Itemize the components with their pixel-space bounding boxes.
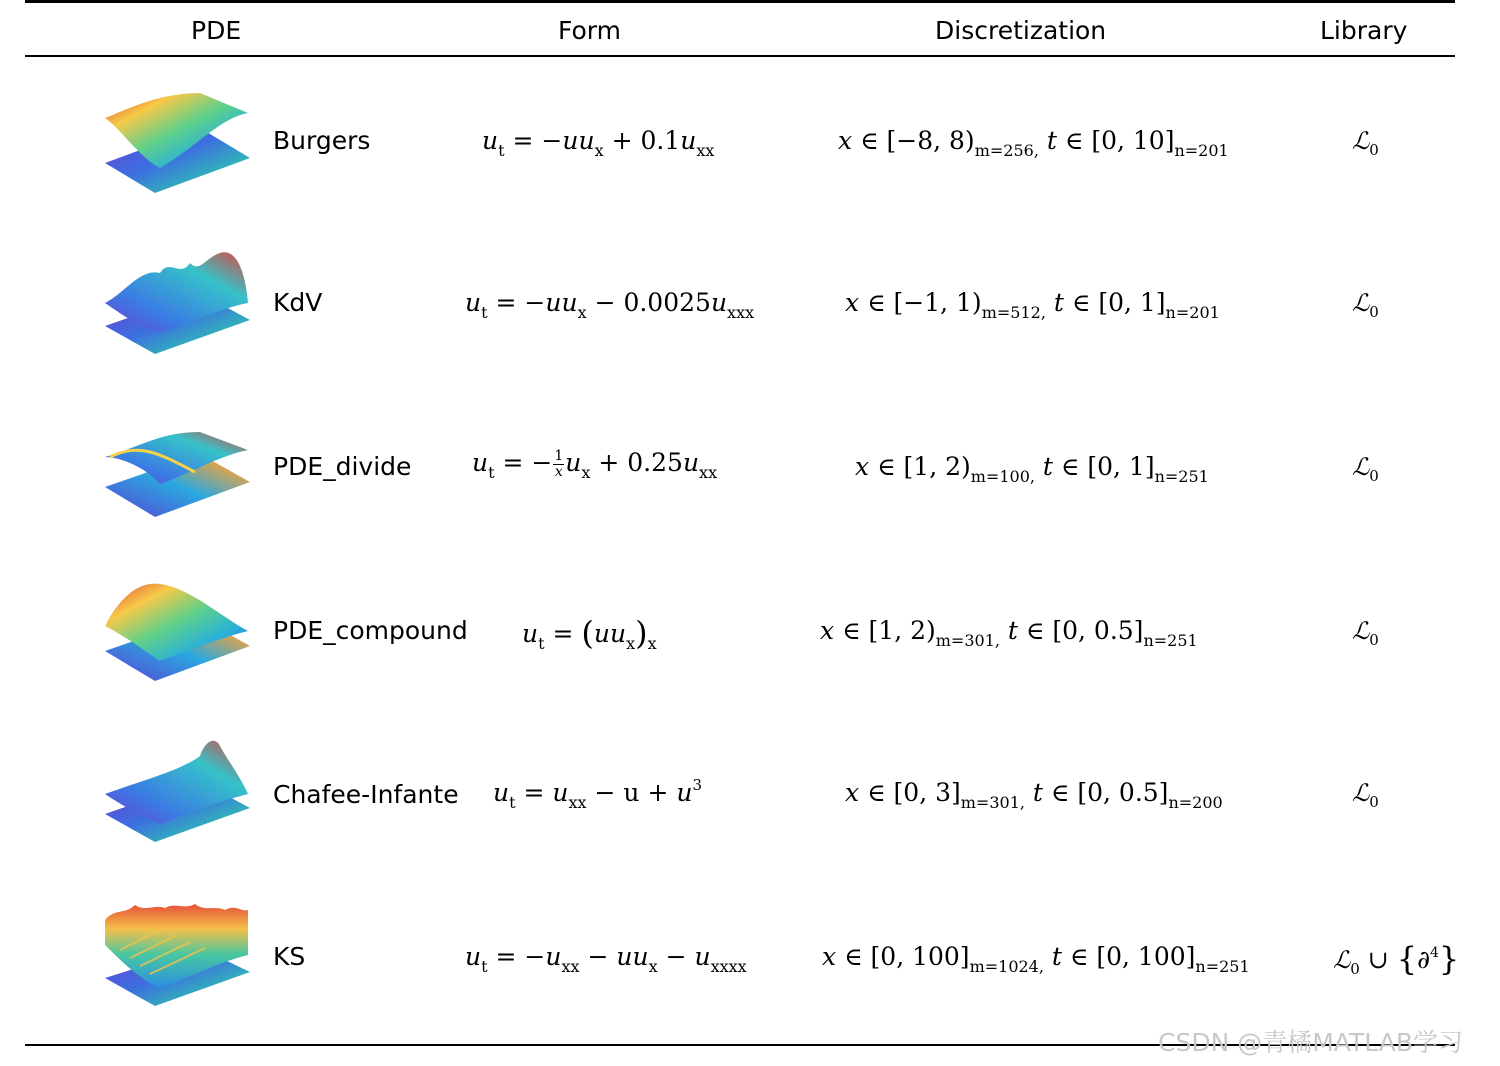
pde-name: PDE_compound — [273, 616, 468, 645]
chafee-infante-surface-plot — [100, 736, 255, 848]
pde-name: PDE_divide — [273, 452, 412, 481]
pde-compound-surface-plot — [100, 576, 255, 688]
pde-form: $u_t$ = − $\frac{1}{x}$ $u_x + 0.25u_{xx}$ — [472, 448, 718, 482]
table-row — [0, 576, 1500, 696]
table-row — [0, 248, 1500, 368]
pde-library: ℒ$_0$ ∪ {∂$^4$} — [1333, 940, 1460, 978]
pde-discretization: x ∈ [1, $2)_{m=100,}$ t ∈ [0, $1]_{n=251}$ — [855, 452, 1209, 486]
table-row — [0, 412, 1500, 532]
pde-name: Chafee-Infante — [273, 780, 459, 809]
pde-library: ℒ$_0$ — [1352, 127, 1379, 159]
kdv-surface-plot — [100, 248, 255, 360]
pde-form: $u_t = -u_{xx} - uu_x - u_{xxxx}$ — [465, 942, 747, 976]
header-pde: PDE — [191, 16, 242, 45]
pde-discretization: x ∈ [0, $3]_{m=301,}$ t ∈ [0, $0.5]_{n=200}$ — [845, 778, 1223, 812]
pde-divide-surface-plot — [100, 412, 255, 524]
watermark: CSDN @青橘MATLAB学习 — [1158, 1028, 1463, 1057]
header-form: Form — [558, 16, 621, 45]
pde-library: ℒ$_0$ — [1352, 289, 1379, 321]
header-discretization: Discretization — [935, 16, 1107, 45]
pde-discretization: x ∈ [−8, $8)_{m=256,}$ t ∈ [0, $10]_{n=201}$ — [838, 126, 1229, 160]
header-rule — [25, 55, 1455, 57]
pde-form: $u_t = -uu_x + 0.1u_{xx}$ — [482, 126, 715, 160]
pde-form: $u_t = -uu_x - 0.0025u_{xxx}$ — [465, 288, 755, 322]
header-library: Library — [1320, 16, 1408, 45]
pde-name: KdV — [273, 288, 323, 317]
burgers-surface-plot — [100, 88, 255, 200]
pde-library: ℒ$_0$ — [1352, 779, 1379, 811]
table-row — [0, 900, 1500, 1020]
ks-surface-plot — [100, 900, 255, 1012]
table-row — [0, 88, 1500, 208]
pde-form: $u_t = (uu_x)_x$ — [522, 614, 657, 653]
pde-name: Burgers — [273, 126, 371, 155]
pde-library: ℒ$_0$ — [1352, 453, 1379, 485]
pde-discretization: x ∈ [0, $100]_{m=1024,}$ t ∈ [0, $100]_{n=251}$ — [822, 942, 1250, 976]
pde-library: ℒ$_0$ — [1352, 617, 1379, 649]
table-row — [0, 736, 1500, 856]
pde-form: $u_t = u_{xx} - u + u^3$ — [493, 776, 703, 812]
pde-name: KS — [273, 942, 306, 971]
pde-discretization: x ∈ [−1, $1)_{m=512,}$ t ∈ [0, $1]_{n=201}$ — [845, 288, 1220, 322]
pde-discretization: x ∈ [1, $2)_{m=301,}$ t ∈ [0, $0.5]_{n=251}$ — [820, 616, 1198, 650]
table-top-rule — [25, 0, 1455, 3]
